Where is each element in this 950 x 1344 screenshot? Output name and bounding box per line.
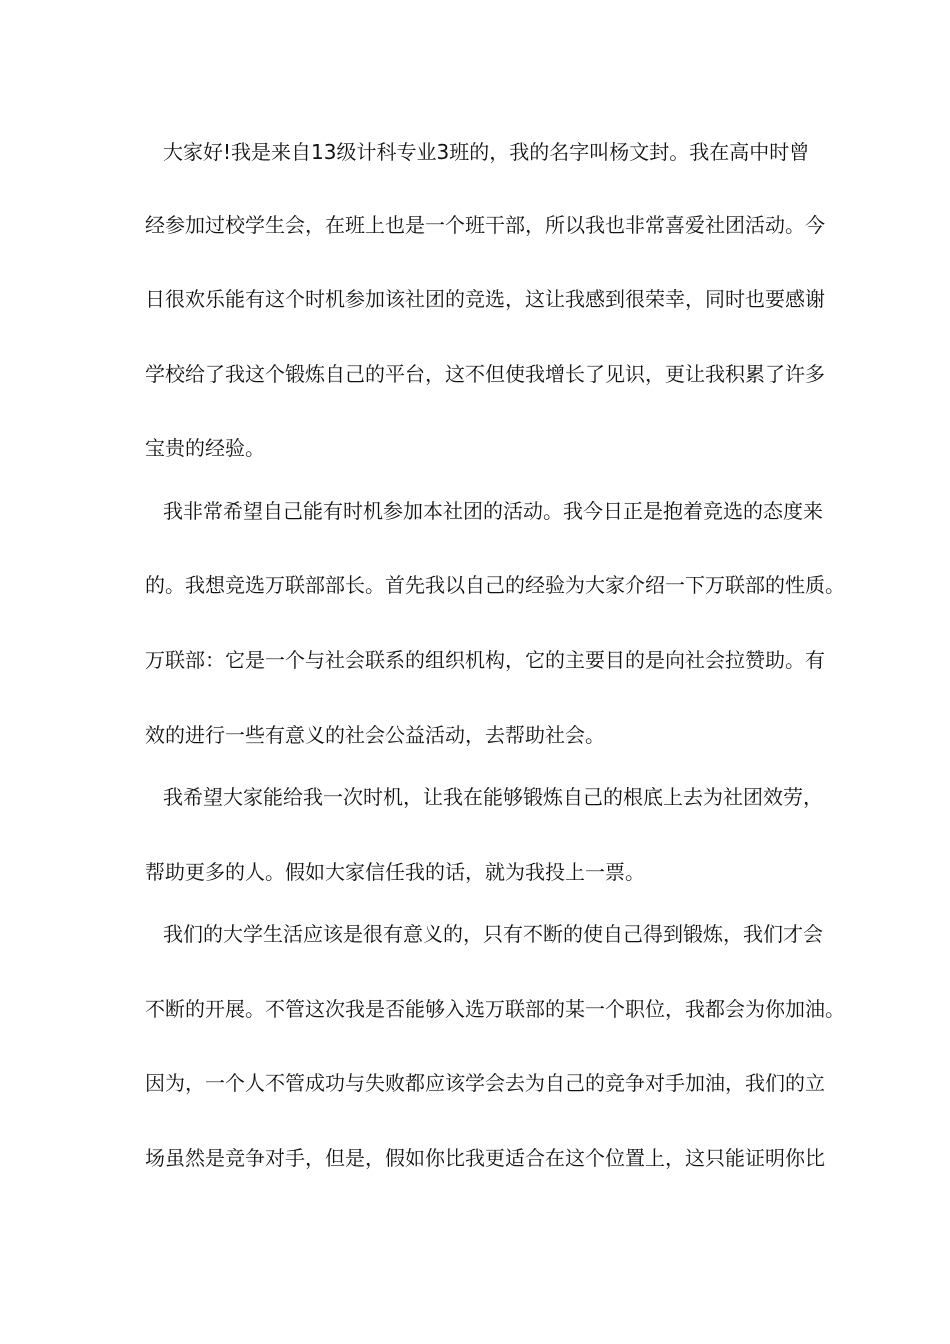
paragraph-3-line-1: 我希望大家能给我一次时机，让我在能够锻炼自己的根底上去为社团效劳， [163,785,823,809]
paragraph-4-line-2: 不断的开展。不管这次我是否能够入选万联部的某一个职位，我都会为你加油。 [145,997,845,1021]
paragraph-1-line-5: 宝贵的经验。 [145,436,265,460]
paragraph-2-line-3: 万联部：它是一个与社会联系的组织机构，它的主要目的是向社会拉赞助。有 [145,648,825,672]
paragraph-2-line-1: 我非常希望自己能有时机参加本社团的活动。我今日正是抱着竞选的态度来 [163,499,823,523]
paragraph-1-line-3: 日很欢乐能有这个时机参加该社团的竞选，这让我感到很荣幸，同时也要感谢 [145,287,825,311]
paragraph-2-line-4: 效的进行一些有意义的社会公益活动，去帮助社会。 [145,723,605,747]
paragraph-3-line-2: 帮助更多的人。假如大家信任我的话，就为我投上一票。 [145,860,645,884]
paragraph-4-line-1: 我们的大学生活应该是很有意义的，只有不断的使自己得到锻炼，我们才会 [163,922,823,946]
paragraph-4-line-4: 场虽然是竞争对手，但是，假如你比我更适合在这个位置上，这只能证明你比 [145,1146,825,1170]
paragraph-2-line-2: 的。我想竞选万联部部长。首先我以自己的经验为大家介绍一下万联部的性质。 [145,573,845,597]
paragraph-1-line-1: 大家好!我是来自13级计科专业3班的，我的名字叫杨文封。我在高中时曾 [163,140,810,164]
paragraph-4-line-3: 因为，一个人不管成功与失败都应该学会去为自己的竞争对手加油，我们的立 [145,1071,825,1095]
paragraph-1-line-4: 学校给了我这个锻炼自己的平台，这不但使我增长了见识，更让我积累了许多 [145,362,825,386]
paragraph-1-line-2: 经参加过校学生会，在班上也是一个班干部，所以我也非常喜爱社团活动。今 [145,213,825,237]
